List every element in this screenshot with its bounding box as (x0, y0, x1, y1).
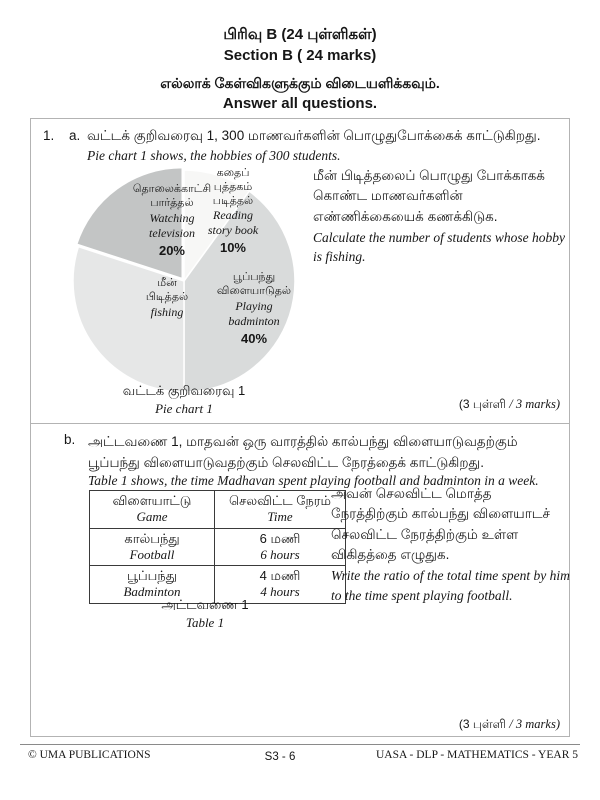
pie-label-reading: கதைப் புத்தகம் படித்தல் Reading story book 10% (207, 167, 259, 256)
time-table (89, 490, 346, 604)
pie-chart (67, 164, 301, 398)
part-b-letter: b. (64, 432, 76, 447)
footer-publisher: © UMA PUBLICATIONS (28, 749, 151, 761)
question-box (30, 118, 570, 737)
part-b-task: அவன் செலவிட்ட மொத்த நேரத்திற்கும் கால்பந்து விளையாடச் செலவிட்ட நேரத்திற்கும் உள்ள விகிதத்தை எழுதுக. Write the ratio of the total time spent by him to the time spent playing football. (331, 486, 570, 603)
part-b-intro-english: Table 1 shows, the time Madhavan spent playing football and badminton in a week. (88, 473, 539, 488)
table-caption: அட்டவணை 1 Table 1 (161, 597, 249, 630)
footer-rule (20, 744, 580, 745)
pie-label-television: தொலைக்காட்சி பார்த்தல் Watching television 20% (132, 183, 212, 258)
cell-badminton: பூப்பந்து Badminton (90, 566, 215, 604)
cell-football: கால்பந்து Football (90, 528, 215, 566)
part-a-letter: a. (69, 128, 81, 143)
part-a-marks: (3 புள்ளி / 3 marks) (458, 397, 560, 411)
pie-pct-television: 20% (158, 242, 186, 258)
part-b-marks: (3 புள்ளி / 3 marks) (458, 717, 560, 731)
instruction-english: Answer all questions. (222, 95, 378, 112)
pie-label-badminton: பூப்பந்து விளையாடுதல் Playing badminton 40% (216, 271, 292, 346)
pie-caption: வட்டக் குறிவரைவு 1 Pie chart 1 (122, 383, 246, 416)
pie-pct-badminton: 40% (240, 330, 268, 346)
section-title-english: Section B ( 24 marks) (223, 47, 377, 64)
question-number: 1. (43, 128, 55, 143)
pie-label-fishing: மீன் பிடித்தல் fishing (145, 277, 189, 319)
footer-series: UASA - DLP - MATHEMATICS - YEAR 5 (375, 749, 578, 761)
cell-badminton-time: 4 மணி 4 hours (215, 566, 346, 604)
part-a-intro-tamil: வட்டக் குறிவரைவு 1, 300 மாணவர்களின் பொழுதுபோக்கைக் காட்டுகிறது. (87, 128, 541, 143)
table-header-time: செலவிட்ட நேரம் Time (215, 491, 346, 529)
instruction-tamil: எல்லாக் கேள்விகளுக்கும் விடையளிக்கவும். (160, 75, 440, 91)
table-header-game: விளையாட்டு Game (90, 491, 215, 529)
pie-pct-reading: 10% (219, 240, 247, 256)
footer-page-code: S3 - 6 (264, 751, 296, 763)
cell-football-time: 6 மணி 6 hours (215, 528, 346, 566)
part-a-task: மீன் பிடித்தலைப் பொழுது போக்காகக் கொண்ட மாணவர்களின் எண்ணிக்கையைக் கணக்கிடுக. Calculate the number of students whose hobby is fishing. (313, 168, 565, 265)
page-header (0, 26, 600, 112)
part-a-intro-english: Pie chart 1 shows, the hobbies of 300 students. (87, 148, 341, 163)
table-row (90, 528, 346, 566)
section-title-tamil: பிரிவு B (24 புள்ளிகள்) (223, 26, 377, 43)
part-b-intro-tamil: அட்டவணை 1, மாதவன் ஒரு வாரத்தில் கால்பந்து விளையாடுவதற்கும் பூப்பந்து விளையாடுவதற்கும் செலவிட்ட நேரத்தைக் காட்டுகிறது. (88, 434, 518, 470)
part-divider (31, 423, 569, 424)
table-header-row (90, 491, 346, 529)
